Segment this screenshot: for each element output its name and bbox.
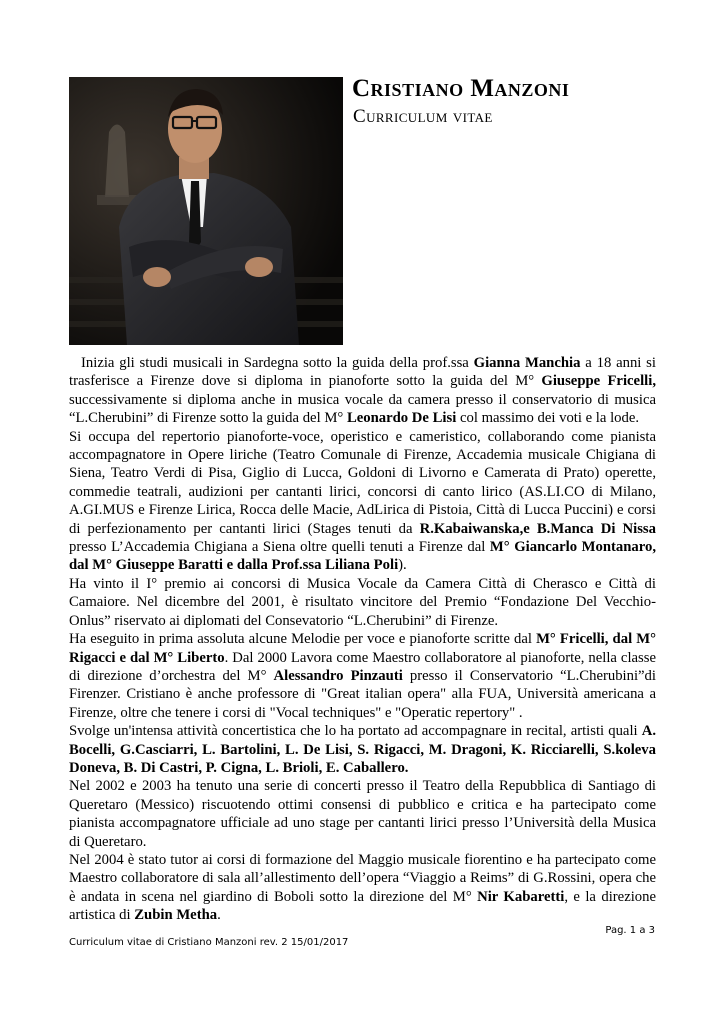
biography-paragraph: [69, 575, 656, 630]
biography-paragraph: [69, 777, 656, 851]
footer-document-info: Curriculum vitae di Cristiano Manzoni rev. 2 15/01/2017: [69, 937, 349, 948]
paragraph-text: Inizia gli studi musicali in Sardegna sotto la guida della prof.ssa: [81, 355, 474, 371]
bold-name-text: Giuseppe Fricelli,: [541, 373, 656, 390]
biography-paragraph: [69, 428, 656, 575]
paragraph-text: , e la direzione artistica di: [69, 888, 656, 924]
paragraph-text: .: [217, 907, 221, 924]
paragraph-text: a 18 anni si trasferisce a Firenze dove si diploma in pianoforte sotto la guida del M°: [69, 355, 656, 390]
bold-name-text: R.Kabaiwanska,e B.Manca Di Nissa: [419, 520, 656, 537]
paragraph-text: presso L’Accademia Chigiana a Siena oltre quelli tenuti a Firenze dal: [69, 539, 490, 556]
bold-name-text: M° Giancarlo Montanaro, dal M° Giuseppe Baratti e dalla Prof.ssa Liliana Poli: [69, 539, 657, 574]
biography-paragraph: [69, 354, 656, 428]
page-number: Pag. 1 a 3: [605, 925, 655, 936]
bold-name-text: A. Bocelli, G.Casciarri, L. Bartolini, L. De Lisi, S. Rigacci, M. Dragoni, K. Ricciarelli, S.koleva Doneva, B. Di Castri, P. Cigna, L. Brioli, E. Caballero.: [69, 723, 656, 776]
paragraph-text: Svolge un'intensa attività concertistica che lo ha portato ad accompagnare in recital, artisti quali: [69, 723, 642, 740]
bold-name-text: M° Fricelli, dal M° Rigacci e dal M° Liberto: [69, 631, 657, 666]
paragraph-text: Si occupa del repertorio pianoforte-voce, operistico e cameristico, collaborando come pianista accompagnatore in Opere liriche (Teatro Comunale di Firenze, Accademia musicale Chigiana di Siena, Teatro Verdi di Pisa, Giglio di Lucca, Goldoni di Livorno e Camerata di Prato) operette, commedie teatrali, audizioni per cantanti lirici, concorsi di canto lirico (AS.LI.CO di Milano, A.GI.MUS e Firenze Lirica, Rocca delle Macie, AdLirica di Pistoia, Città di Lucca Puccini) e corsi di perfezionamento per cantanti lirici (Stages tenuti da: [69, 428, 656, 537]
bold-name-text: Alessandro Pinzauti: [273, 667, 403, 684]
bold-name-text: Nir Kabaretti: [477, 888, 565, 905]
paragraph-text: successivamente si diploma anche in musica vocale da camera presso il conservatorio di musica “L.Cherubini” di Firenze sotto la guida del M°: [69, 391, 656, 427]
biography-paragraph: [69, 630, 656, 722]
person-name: Cristiano Manzoni: [352, 75, 570, 102]
paragraph-text: Nel 2002 e 2003 ha tenuto una serie di concerti presso il Teatro della Repubblica di Santiago di Queretaro (Messico) riscuotendo ottimi consensi di pubblico e critica e ha partecipato come pianista accompagnatore ufficiale ad uno stage per cantanti lirici presso l’Università della Musica di Queretaro.: [69, 778, 656, 850]
paragraph-text: Nel 2004 è stato tutor ai corsi di formazione del Maggio musicale fiorentino e ha partecipato come Maestro collaboratore di sala all’allestimento dell’opera “Viaggio a Reims” di G.Rossini, opera che è andata in scena nel giardino di Boboli sotto la direzione del M°: [69, 851, 656, 905]
portrait-illustration: [69, 77, 343, 345]
portrait-photo: [69, 77, 343, 345]
biography-text: [69, 354, 656, 925]
biography-paragraph: [69, 851, 656, 925]
paragraph-text: Ha vinto il I° premio ai concorsi di Musica Vocale da Camera Città di Cherasco e Città di Camaiore. Nel dicembre del 2001, è risultato vincitore del Premio “Fondazione Del Vecchio-Onlus” riservato ai diplomati del Consevatorio “L.Cherubini” di Firenze.: [69, 575, 656, 629]
bold-name-text: Gianna Manchia: [473, 355, 581, 371]
paragraph-text: Ha eseguito in prima assoluta alcune Melodie per voce e pianoforte scritte dal: [69, 631, 537, 648]
document-subtitle: Curriculum vitae: [353, 106, 493, 127]
bold-name-text: Zubin Metha: [134, 907, 218, 924]
paragraph-text: presso il Conservatorio “L.Cherubini”di Firenzer. Cristiano è anche professore di "Great italian opera" alla FUA, Università americana a Firenze, oltre che tenere i corsi di "Vocal techniques" e "Operatic repertory" .: [69, 667, 656, 721]
bold-name-text: Leonardo De Lisi: [346, 410, 457, 427]
paragraph-text: col massimo dei voti e la lode.: [456, 410, 640, 427]
paragraph-text: . Dal 2000 Lavora come Maestro collaboratore al pianoforte, nella classe di direzione d’orchestra del M°: [69, 649, 656, 684]
paragraph-text: ).: [398, 557, 407, 574]
biography-paragraph: [69, 722, 656, 777]
